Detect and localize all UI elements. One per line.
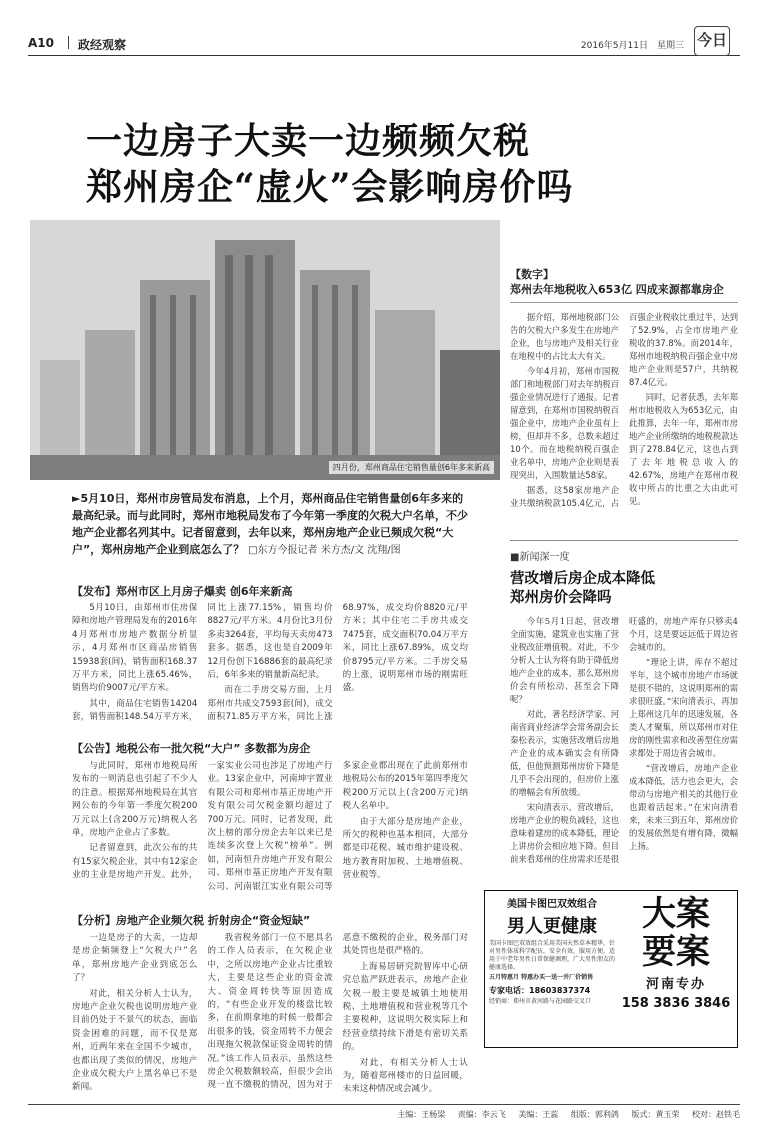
issue-date: 2016年5月11日 星期三 <box>580 41 684 51</box>
deep-body <box>510 615 738 866</box>
legal-ad-big-2: 要案 <box>642 932 710 972</box>
health-ad-promo: 五月特惠月 特惠办买一送一并厂价销售 <box>489 974 594 981</box>
page-footer <box>28 1104 740 1120</box>
sidebar-divider <box>510 540 738 541</box>
section-analysis-body <box>72 932 468 1097</box>
analysis-paragraph: 我省税务部门一位不愿具名的工作人员表示，在欠税企业中，之所以房地产企业占比重较大，主要是这些企业的资金流大、资金周转快等原因造成的，“有些企业开发的楼盘比较多，在前期拿地的时候一般都会出很多的钱，资金周转不力便会出现拖欠税款保证资金周转的情况。”该工作人员表示，虽然这些房企欠税数额较高，但很少会出现一直不缴税的情况，因为对于恶意不缴税的企业，税务部门对其处罚也是很严格的。 <box>207 933 468 1091</box>
headline-line-2: 郑州房企“虚火”会影响房价吗 <box>86 166 574 208</box>
header-separator <box>68 36 69 49</box>
deep-paragraph: 宋向清表示，营改增后，房地产企业的税负减轻，这也意味着建房的成本降低，理论上讲房价会相应地下降。但目前来看郑州的住房需求还是很旺盛的，房地产库存只够卖4个月，这是要远远低于周边省会城市的。 <box>510 616 738 864</box>
footer-credit: 责编：李云飞 <box>457 1110 506 1119</box>
footer-credit: 版式：黄玉荣 <box>631 1110 680 1119</box>
section-name: 政经观察 <box>78 38 127 52</box>
footer-credit: 组版：郭利鸽 <box>570 1110 619 1119</box>
deep-title-1: 营改增后房企成本降低 <box>510 570 655 587</box>
numbers-body <box>510 311 738 510</box>
legal-ad-sub: 河南专办 <box>645 977 706 992</box>
legal-ad-big-1: 大案 <box>642 894 710 934</box>
section-notice-head: 【公告】地税公布一批欠税“大户” 多数都为房企 <box>72 742 311 755</box>
health-ad-line-2: 男人更健康 <box>507 916 597 937</box>
page-header <box>28 30 740 56</box>
main-headline <box>86 118 726 210</box>
section-notice-body <box>72 760 468 894</box>
numbers-paragraph: 据悉，这58家房地产企业共缴纳税款105.4亿元，占百强企业税收比重过半，达到了52.9%，占全市房地产业税收的37.8%。而2014年，郑州市地税纳税百强企业中房地产企业则是57户，共纳税87.4亿元。 <box>510 312 738 508</box>
numbers-sidebar <box>510 266 738 510</box>
analysis-paragraph: 一边是房子的大卖，一边却是房企频频登上“欠税大户”名单，郑州房地产企业到底怎么了？ <box>72 933 198 984</box>
analysis-paragraph: 对此，相关分析人士认为，房地产企业欠税也说明房地产业目前仍处于不景气的状态，面临资金困难的问题，而不仅是郑州，近两年来在全国不少城市，也都出现了类似的情况，房地产企业成欠税大户上黑名单已不是新闻。 <box>72 988 198 1093</box>
analysis-paragraph: 对此，有相关分析人士认为，随着郑州楼市的日益回暖，未来这种情况或会减少。 <box>342 1057 468 1095</box>
lede-text: ►5月10日，郑州市房管局发布消息，上个月，郑州商品住宅销售量创6年多来的最高纪录。而与此同时，郑州市地税局发布了今年第一季度的欠税大户名单，不少地产企业都名列其中。记者留意到，去年以来，郑州房地产企业已频成欠税“大户”，郑州房地产企业到底怎么了？ <box>72 492 468 556</box>
notice-paragraph: 与此同时，郑州市地税局所发布的一则消息也引起了不少人的注意。根据郑州地税局在其官网公布的今年第一季度欠税200万元以上(含200万元)纳税人名单，房地产企业占了多数。 <box>72 761 198 839</box>
deep-paragraph: 对此，著名经济学家、河南省商业经济学会常务副会长秦松表示，实施营改增后房地产企业的成本确实会有所降低，但他预测郑州房价下降是几乎不会出现的，但房价上涨的增幅会有所放缓。 <box>510 709 619 797</box>
legal-ad-phone: 158 3836 3846 <box>621 996 731 1011</box>
headline-line-1: 一边房子大卖一边频频欠税 <box>86 120 531 162</box>
page-number: A10 <box>28 36 54 50</box>
newspaper-logo: 今日 <box>694 26 730 56</box>
deep-paragraph: “营改增后，房地产企业成本降低，活力也会更大，会带动与房地产相关的其他行业也跟着活起来。”在宋向清看来，未来三到五年，郑州房价的发展依然是有增有降，微幅上扬。 <box>629 763 738 851</box>
health-ad <box>489 895 615 1043</box>
notice-paragraph: 由于大部分是房地产企业，所欠的税种也基本相同，大部分都是印花税、城市维护建设税、地方教育附加税、土地增值税、营业税等。 <box>342 816 468 881</box>
lede-paragraph <box>72 490 468 559</box>
photo-caption: 四月份，郑州商品住宅销售量创6年多来新高 <box>329 461 494 474</box>
release-paragraph: 而在二手房交易方面，上月郑州市共成交7593套(间)，成交面积71.85万平方米，同比上涨68.97%，成交均价8820元/平方米；其中住宅二手房共成交7475套，成交面积70.04万平方米，同比上涨67.89%，成交均价8795元/平方米。二手房交易的上涨，说明郑州市场的刚需旺盛。 <box>207 603 468 723</box>
deep-paragraph: 今年5月1日起，营改增全面实施，建筑业也实施了营业税改征增值税。对此，不少分析人士认为将有助于降低房地产企业的成本，那么郑州房价会有所松动、甚至会下降呢？ <box>510 616 619 704</box>
section-release-head: 【发布】郑州市区上月房子爆卖 创6年来新高 <box>72 585 293 598</box>
numbers-title: 郑州去年地税收入653亿 四成来源都靠房企 <box>510 282 738 303</box>
footer-credit: 美编：王蕊 <box>518 1110 559 1119</box>
deep-title-2: 郑州房价会降吗 <box>510 589 612 606</box>
numbers-paragraph: 今年4月初，郑州市国税部门和地税部门对去年纳税百强企业情况进行了通报。记者留意到，在郑州市国税纳税百强企业中，房地产企业虽有上榜，但却并不多，总数未超过10个。而在地税纳税百强企业名单中，房地产企业则是表现突出，入围数量达58家。 <box>510 366 619 480</box>
lede-author: □东方今报记者 米方杰/文 沈翔/图 <box>248 545 401 556</box>
deep-tag: ■新闻深一度 <box>510 552 570 563</box>
analysis-paragraph: 上海易居研究院智库中心研究总监严跃进表示，房地产企业欠税一般主要是城镇土地使用税、土地增值税和营业税等几个主要税种，这说明欠税实际上和经营业绩持续下滑是有密切关系的。 <box>342 961 468 1053</box>
deep-analysis-column <box>510 548 738 866</box>
deep-paragraph: “理论上讲，库存不超过半年，这个城市房地产市场就是很不错的，这说明郑州的需求很旺盛。”宋向清表示，再加上郑州这几年的迅速发展，各类人才聚集，所以郑州市对住房的刚性需求和改善型住房需求都处于周边省会城市。 <box>629 657 738 758</box>
release-paragraph: 5月10日，由郑州市住房保障和房地产管理局发布的2016年4月郑州市房地产数据分析显示，4月郑州市区商品房销售15938套(间)，销售面积168.37万平方米，同比上涨65.46%，销售均价9007元/平方米。 <box>72 603 198 694</box>
release-paragraph: 其中，商品住宅销售14204套，销售面积148.54万平方米，同比上涨77.15%，销售均价8827元/平方米。4月份比3月份多卖3264套，平均每天卖房473套多。据悉，这也是自2009年12月份创下16886套的最高纪录后，6年多来的销量新高纪录。 <box>72 603 333 723</box>
health-ad-line-1: 美国卡图巴双效组合 <box>507 899 597 910</box>
health-ad-phone: 专家电话：18603837374 <box>489 986 591 995</box>
numbers-paragraph: 据介绍，郑州地税部门公告的欠税大户多发生在房地产企业，也与房地产及相关行业在地税中的占比太大有关。 <box>510 312 619 361</box>
numbers-tag: 【数字】 <box>510 268 554 281</box>
section-analysis-head: 【分析】房地产企业频欠税 折射房企“资金短缺” <box>72 914 311 927</box>
buildings-illustration <box>30 220 500 480</box>
advertisement <box>484 890 738 1048</box>
health-ad-address: 经销商：郑州市黄河路与花园路交叉口 <box>489 998 592 1005</box>
footer-credit: 主编：王杨梁 <box>397 1110 446 1119</box>
health-ad-body: 美国卡图巴双效组合采用美国天然草本精华，针对男性体质科学配伍，安全有效，服用方便，适用于中老年男性日常保健调理，广大男性朋友的健康选择。 <box>489 940 616 971</box>
footer-credit: 校对：赵铁毛 <box>692 1110 740 1119</box>
section-release-body <box>72 602 468 725</box>
notice-paragraph: 记者留意到，此次公布的共有15家欠税企业，其中有12家企业的主业是房地产开发。此外，一家实业公司也涉足了房地产行业。13家企业中，河南坤宇置业有限公司和郑州市基正房地产开发有限公司欠税金额均超过了700万元。同时，记者发现，此次上榜的部分房企去年以来已是连续多次登上欠税“榜单”。例如，河南恒升房地产开发有限公司、郑州市基正房地产开发有限公司、河南银江实业有限公司等多家企业都出现在了此前郑州市地税局公布的2015年第四季度欠税200万元以上(含200万元)纳税人名单中。 <box>72 761 468 892</box>
buildings-photo <box>30 220 500 480</box>
numbers-paragraph: 同时，记者获悉，去年郑州市地税收入为653亿元，由此推算，去年一年，郑州市房地产企业所缴纳的地税税款达到了278.84亿元，这也占到了去年地税总收入的42.67%，房地产在郑州市税收中所占的比重之大由此可见。 <box>629 392 738 506</box>
legal-ad <box>619 895 733 1043</box>
